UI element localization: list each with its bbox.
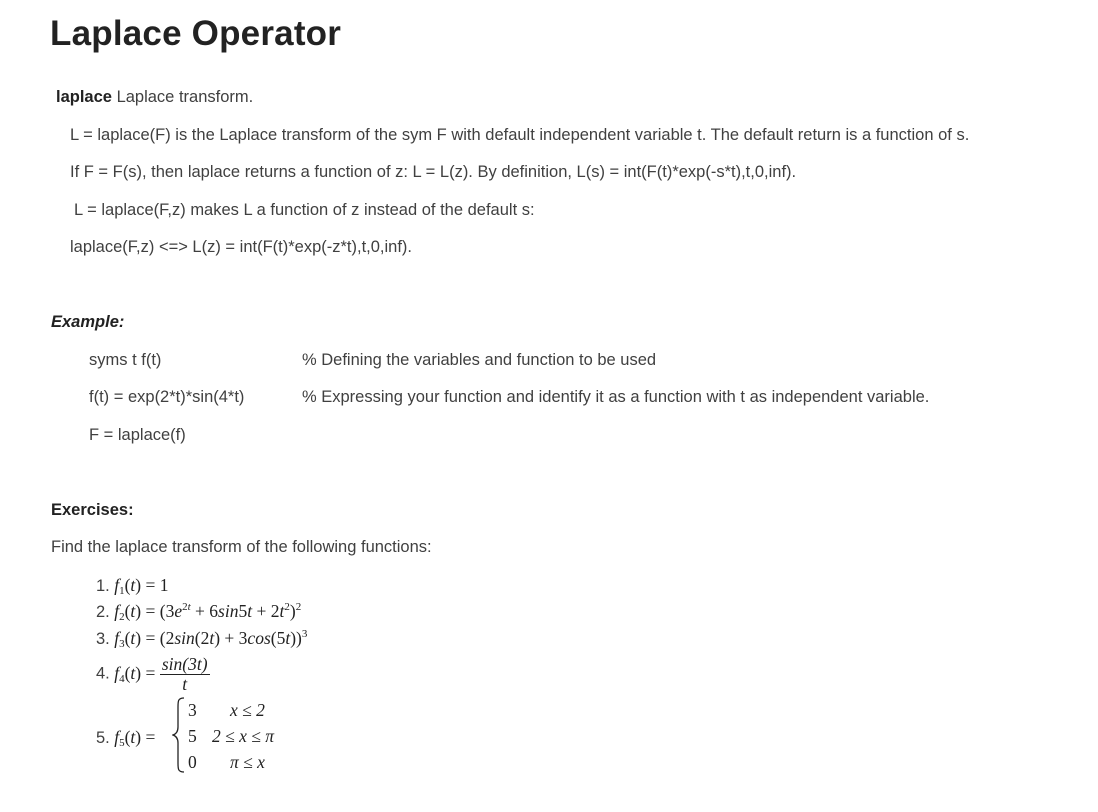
case-value: 3: [188, 700, 197, 720]
exercise-item-5: [96, 727, 155, 749]
example-code: syms t f(t): [89, 351, 162, 369]
exercise-number: 5.: [96, 729, 110, 747]
case-condition: π ≤ x: [230, 752, 265, 772]
exercise-item-3: [96, 628, 307, 650]
exercise-item-1: [96, 575, 169, 597]
fraction-denominator: t: [182, 674, 188, 694]
exercises-heading: Exercises:: [51, 501, 134, 519]
case-condition: 2 ≤ x ≤ π: [212, 726, 274, 746]
exercise-item-2: [96, 601, 301, 623]
case-condition: x ≤ 2: [230, 700, 265, 720]
page-title: Laplace Operator: [50, 14, 342, 53]
example-comment: % Defining the variables and function to be used: [302, 351, 657, 369]
fraction: [160, 655, 210, 693]
description-header: [56, 88, 253, 107]
example-code: F = laplace(f): [89, 426, 186, 444]
exercise-formula: $f_1(t) = 1$: [114, 575, 169, 597]
example-code: f(t) = exp(2*t)*sin(4*t): [89, 388, 245, 406]
exercise-formula: $f_2(t) = (3e^{2t} + 6\sin 5t + 2t^2)^2$: [114, 601, 302, 623]
exercise-formula: $f_4(t)$ =: [114, 663, 156, 685]
description-line: If F = F(s), then laplace returns a function of z: L = L(z). By definition, L(s) = int(F(t)*exp(-s*t),t,0,inf).: [70, 163, 797, 181]
exercise-number: 3.: [96, 630, 110, 648]
description-line: laplace(F,z) <=> L(z) = int(F(t)*exp(-z*t),t,0,inf).: [70, 238, 413, 256]
exercise-number: 1.: [96, 577, 110, 595]
exercises-intro: Find the laplace transform of the following functions:: [51, 538, 432, 556]
description-line: L = laplace(F,z) makes L a function of z instead of the default s:: [74, 201, 535, 219]
exercise-formula: $f_5(t)$ =: [114, 727, 156, 749]
exercise-item-4: [96, 655, 210, 693]
fraction-numerator: sin(3t): [161, 654, 208, 674]
example-comment: % Expressing your function and identify it as a function with t as independent variable.: [302, 388, 930, 406]
example-heading: Example:: [51, 313, 125, 331]
function-keyword: laplace: [56, 88, 112, 106]
exercise-number: 4.: [96, 664, 110, 683]
description-line: L = laplace(F) is the Laplace transform of the sym F with default independent variable t. The default return is a function of s.: [70, 126, 970, 144]
exercise-number: 2.: [96, 603, 110, 621]
function-keyword-desc: Laplace transform.: [116, 88, 254, 106]
exercise-formula: $f_3(t) = (2\sin(2t) + 3\cos(5t))^3$: [114, 628, 308, 650]
case-value: 5: [188, 726, 197, 746]
left-brace-icon: [172, 697, 186, 773]
case-value: 0: [188, 752, 197, 772]
